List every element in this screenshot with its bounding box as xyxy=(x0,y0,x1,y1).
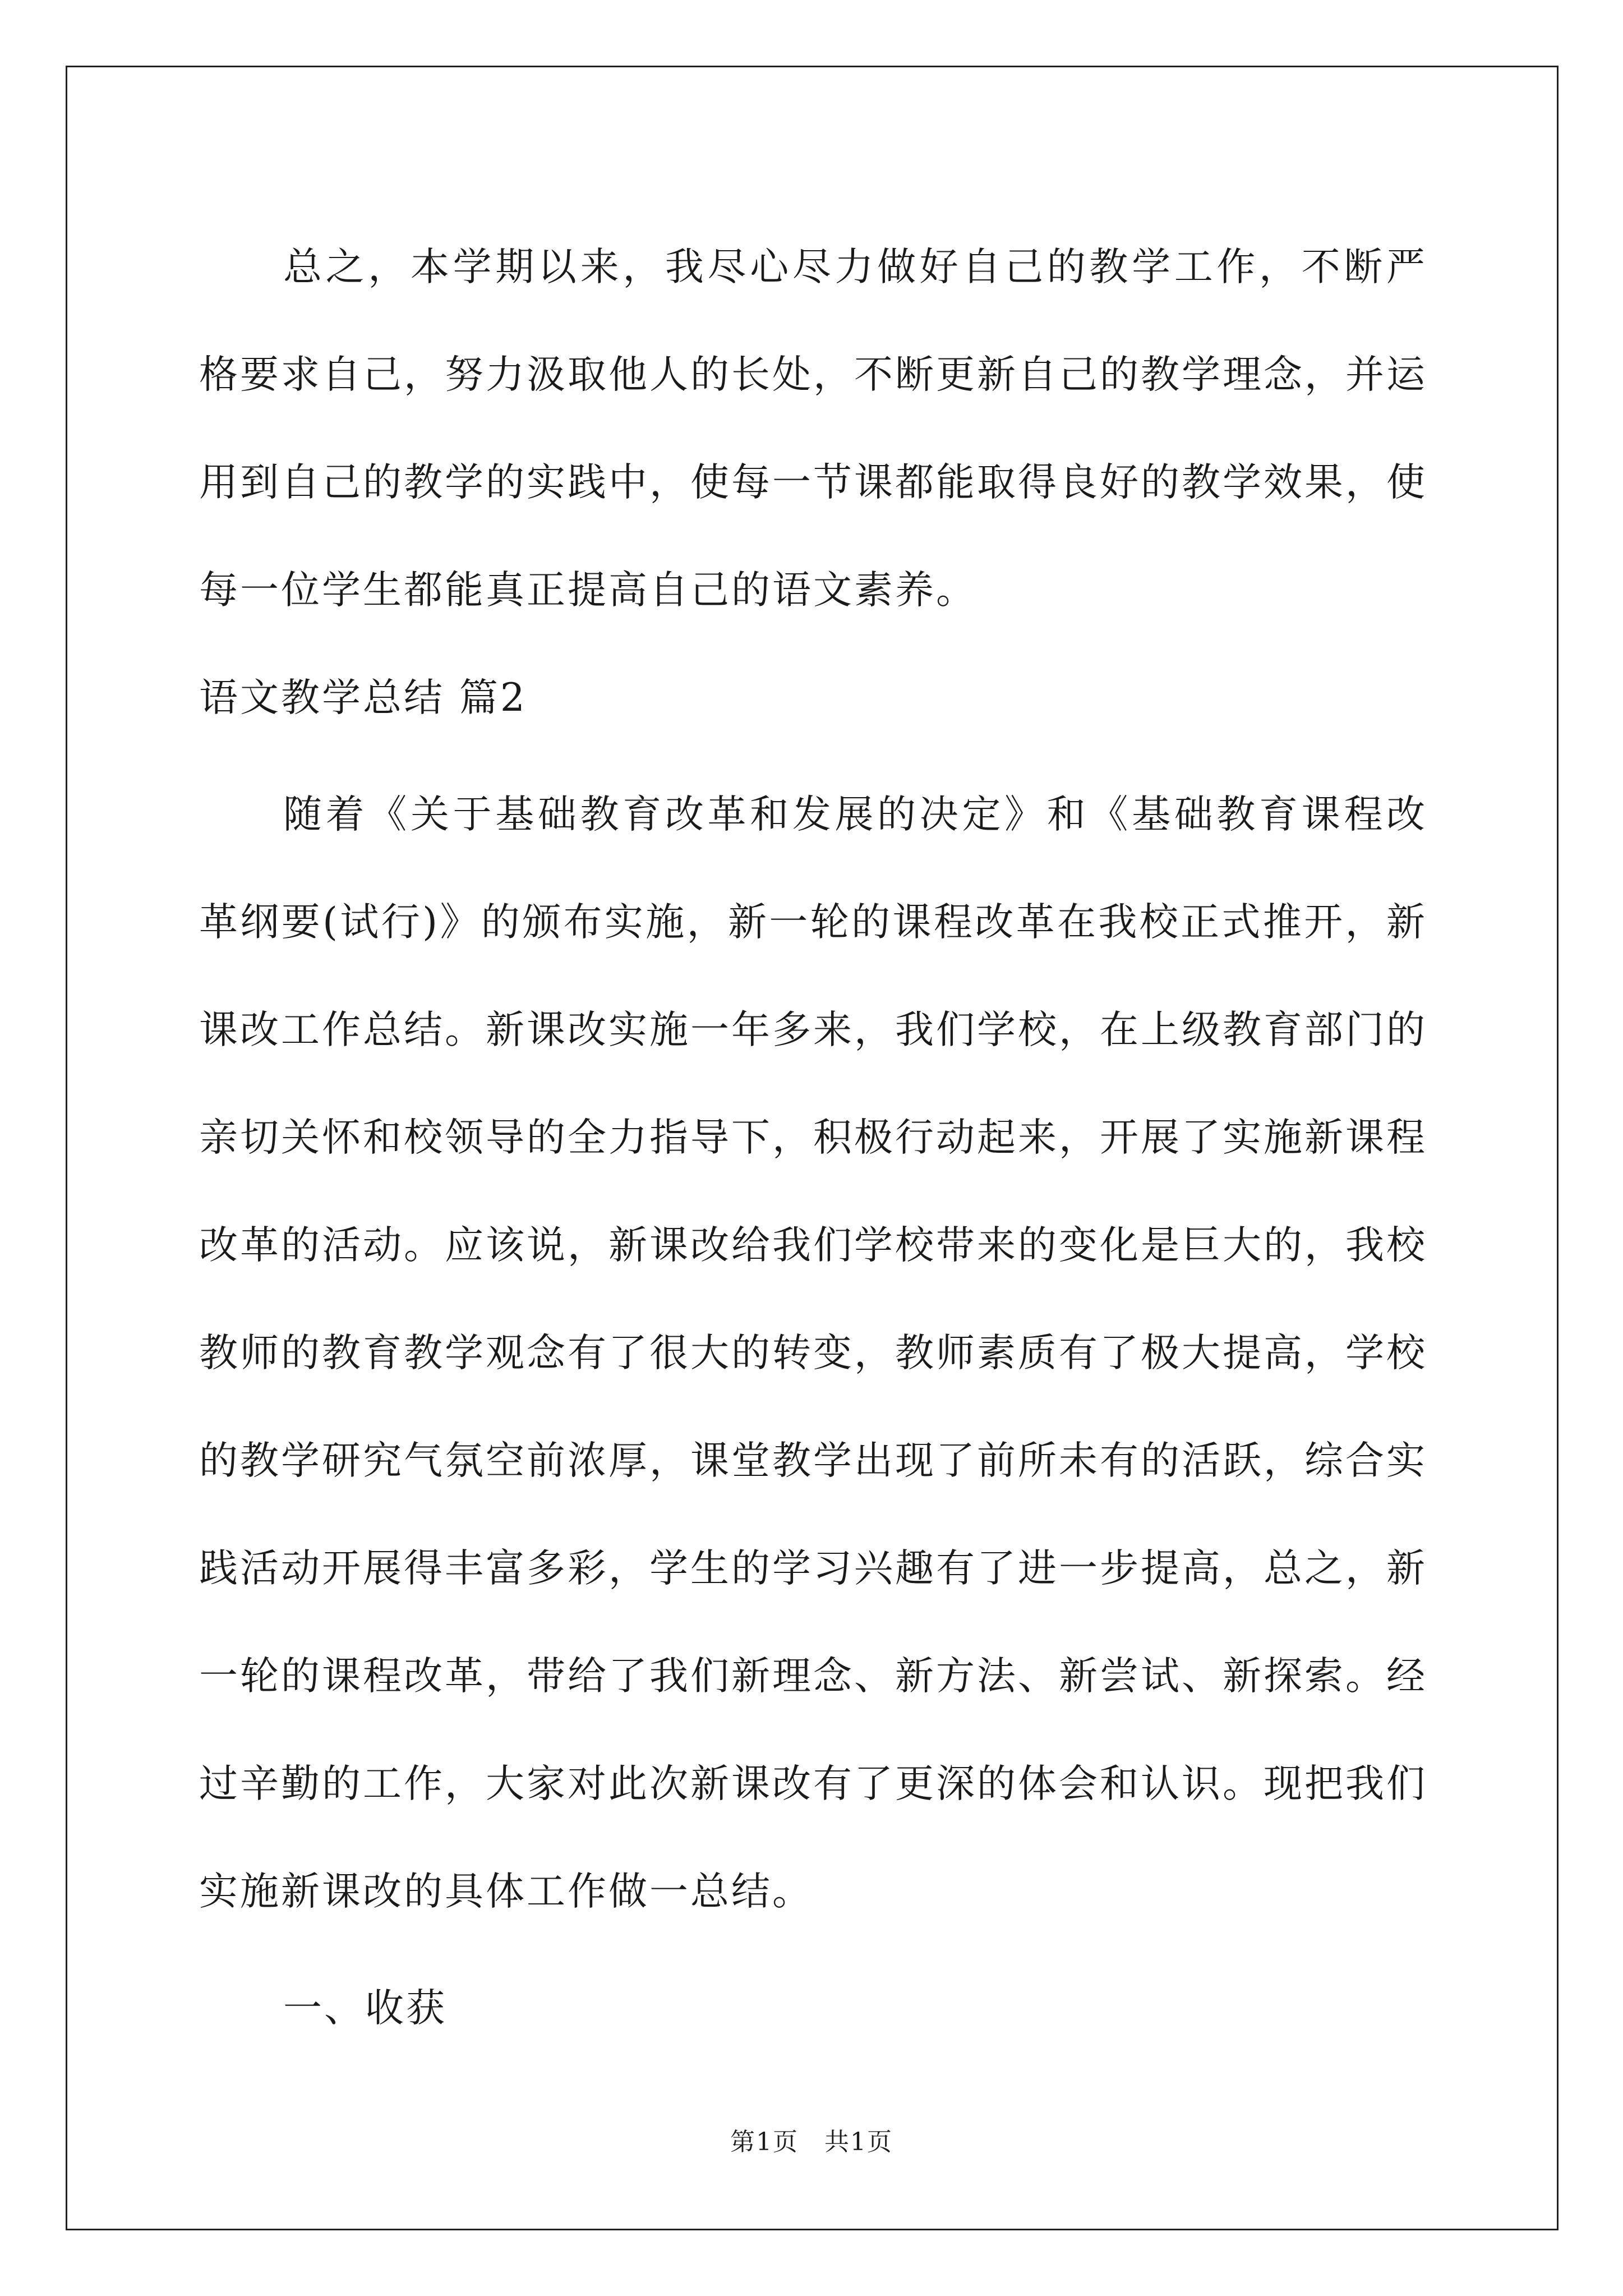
paragraph-summary: 总之，本学期以来，我尽心尽力做好自己的教学工作，不断严格要求自己，努力汲取他人的长处，不断更新自己的教学理念，并运用到自己的教学的实践中，使每一节课都能取得良好的教学效果，使每一位学生都能真正提高自己的语文素养。 xyxy=(199,245,1427,613)
paragraph-reform: 随着《关于基础教育改革和发展的决定》和《基础教育课程改革纲要(试行)》的颁布实施，新一轮的课程改革在我校正式推开，新课改工作总结。新课改实施一年多来，我们学校，在上级教育部门的亲切关怀和校领导的全力指导下，积极行动起来，开展了实施新课程改革的活动。应该说，新课改给我们学校带来的变化是巨大的，我校教师的教育教学观念有了很大的转变，教师素质有了极大提高，学校的教学研究气氛空前浓厚，课堂教学出现了前所未有的活跃，综合实践活动开展得丰富多彩，学生的学习兴趣有了进一步提高，总之，新一轮的课程改革，带给了我们新理念、新方法、新尝试、新探索。经过辛勤的工作，大家对此次新课改有了更深的体会和认识。现把我们实施新课改的具体工作做一总结。 xyxy=(199,792,1427,1914)
page-number-total: 共1页 xyxy=(824,2128,893,2156)
subheading-harvest: 一、收获 xyxy=(283,1986,447,2031)
page-footer xyxy=(0,2122,1623,2157)
page-number-current: 第1页 xyxy=(730,2128,799,2156)
document-body xyxy=(199,213,1427,2062)
section-heading: 语文教学总结 篇2 xyxy=(199,675,527,720)
